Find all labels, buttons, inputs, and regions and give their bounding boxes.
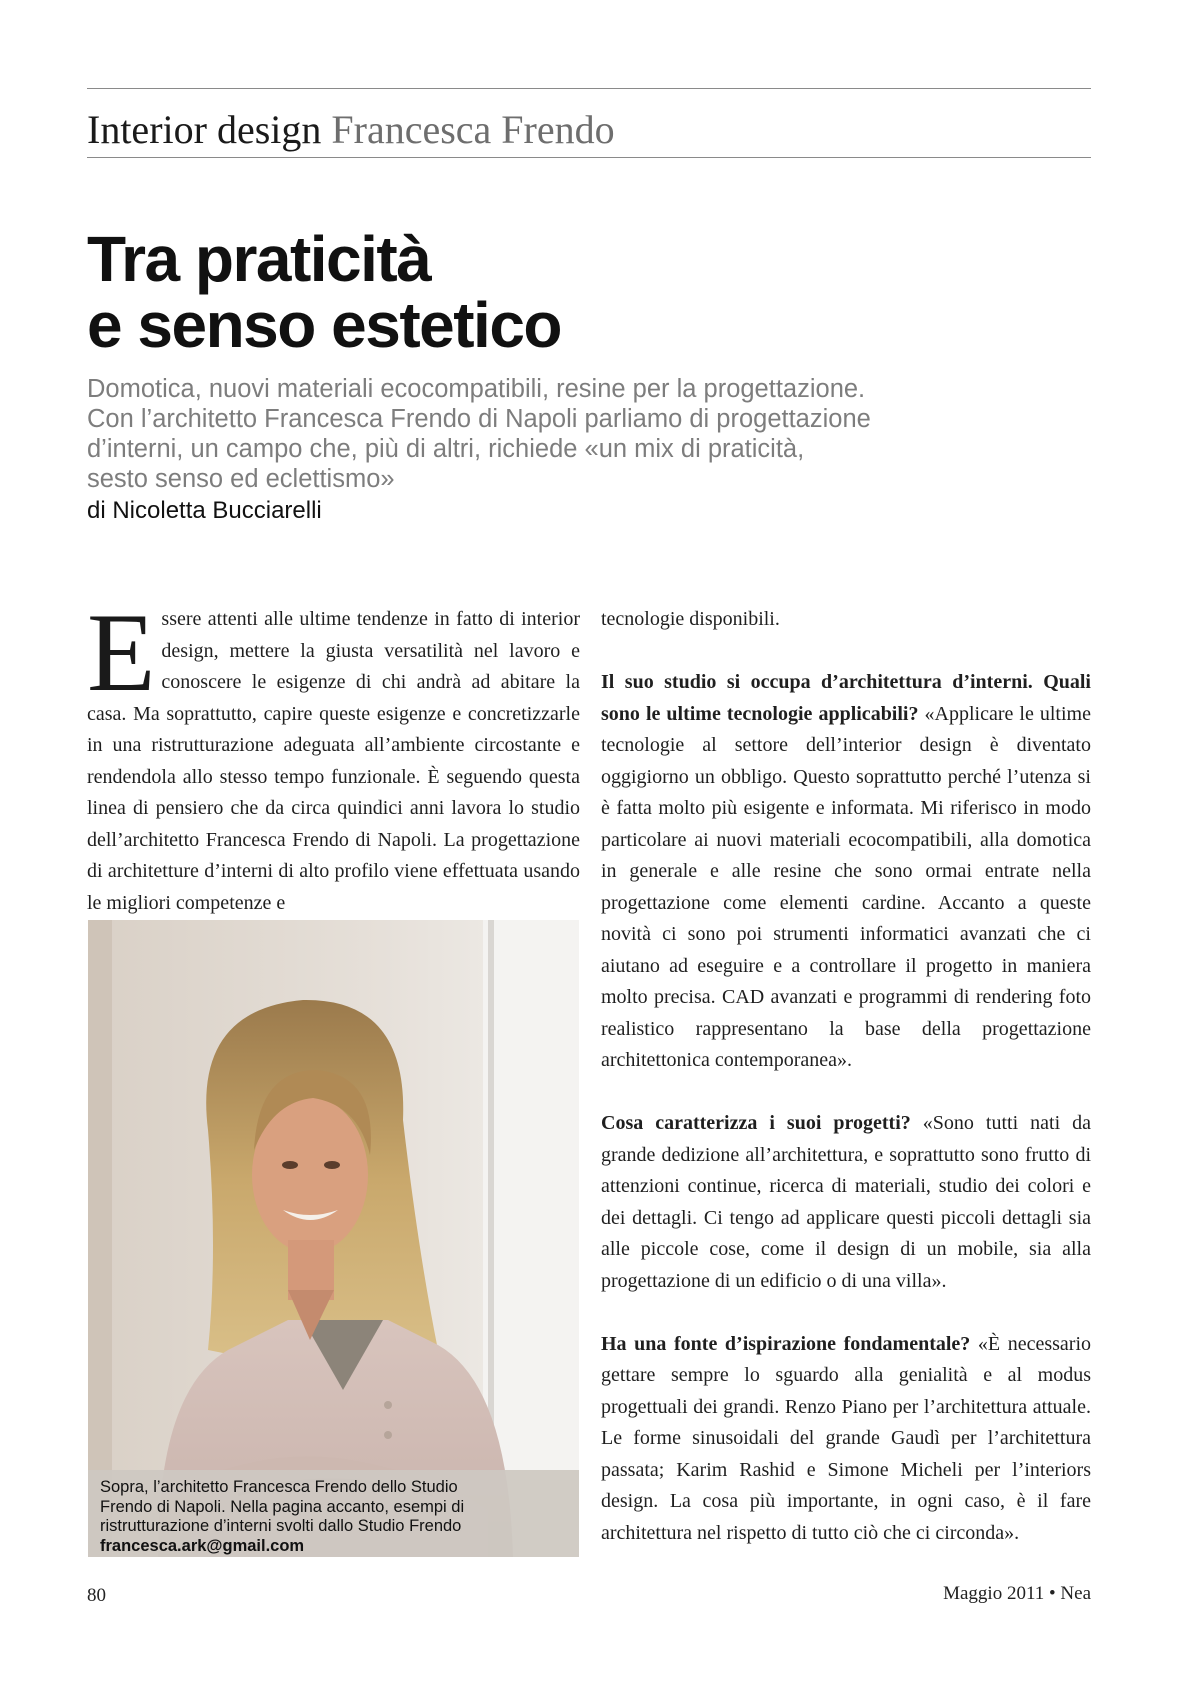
paragraph-gap [601,1077,1091,1109]
portrait-photo [88,920,579,1557]
section-label: Interior design [87,107,322,152]
caption-email[interactable]: francesca.ark@gmail.com [100,1536,305,1555]
top-rule [87,88,1091,89]
photo-caption [88,1470,579,1557]
answer-3: «È necessario gettare sempre lo sguardo alla genialità e al modus progettuali dei grandi. Renzo Piano per l’architettura attuale. Le forme sinusoidali del grande Gaudì per l’architettura passata; Karim Rashid e Simone Micheli per l’interiors design. La cosa più importante, in ogni caso, è il fare architettura nel rispetto di tutto ciò che ci circonda». [601,1332,1091,1544]
section-rule [87,157,1091,158]
byline: di Nicoletta Bucciarelli [87,497,322,524]
subtitle-line-3: d’interni, un campo che, più di altri, richiede «un mix di praticità, [87,435,805,463]
title-line-1: Tra praticità [87,223,431,295]
subtitle-line-2: Con l’architetto Francesca Frendo di Napoli parliamo di progettazione [87,405,871,433]
paragraph-gap [601,636,1091,668]
caption-line-3: ristrutturazione d’interni svolti dallo Studio Frendo [100,1517,462,1535]
qa-paragraph-2 [601,1108,1091,1297]
left-column [87,591,580,919]
section-author: Francesca Frendo [331,107,615,152]
question-2: Cosa caratterizza i suoi progetti? [601,1112,911,1134]
subtitle-line-4: sesto senso ed eclettismo» [87,465,395,493]
intro-paragraph [87,591,580,919]
question-3: Ha una fonte d’ispirazione fondamentale? [601,1332,971,1355]
section-header [87,104,615,156]
article-subtitle [87,374,967,494]
caption-line-1: Sopra, l’architetto Francesca Frendo dello Studio [100,1478,458,1496]
answer-1: «Applicare le ultime tecnologie al settore dell’interior design è diventato oggigiorno un obbligo. Questo soprattutto perché l’utenza si è fatta molto più esigente e informata. Mi riferisco in modo particolare ai nuovi materiali ecocompatibili, alla domotica in generale e alle resine che sono ormai entrate nella progettazione come elementi cardine. Accanto a queste novità ci sono poi strumenti informatici avanzati che ci aiutano ad eseguire e a controllare il progetto in maniera molto precisa. CAD avanzati e programmi di rendering foto realistico rappresentano la base della progettazione architettonica contemporanea». [601,702,1091,1071]
article-title [87,223,561,361]
caption-line-2: Frendo di Napoli. Nella pagina accanto, esempi di [100,1497,465,1516]
right-column [601,604,1091,1549]
qa-paragraph-1 [601,667,1091,1077]
portrait-illustration [88,920,579,1557]
issue-label: Maggio 2011 • Nea [943,1583,1091,1604]
drop-cap: E [87,591,156,715]
answer-2: «Sono tutti nati da grande dedizione all’architettura, e soprattutto sono frutto di attenzioni continue, ricerca di materiali, studio dei colori e dei dettagli. Ci tengo ad applicare questi piccoli dettagli sia alle piccole cose, come il design di un mobile, sia alla progettazione di un edificio o di una villa». [601,1112,1091,1292]
page-number: 80 [87,1585,106,1606]
title-line-2: e senso estetico [87,289,561,361]
paragraph-gap [601,1297,1091,1329]
intro-text: ssere attenti alle ultime tendenze in fatto di interior design, mettere la giusta versatilità nel lavoro e conoscere le esigenze di chi andrà ad abitare la casa. Ma soprattutto, capire queste esigenze e concretizzarle in una ristrutturazione adeguata all’ambiente circostante e rendendola allo stesso tempo funzionale. È seguendo questa linea di pensiero che da circa quindici anni lavora lo studio dell’architetto Francesca Frendo di Napoli. La progettazione di architetture d’interni di alto profilo viene effettuata usando le migliori competenze e [87,608,580,914]
intro-continuation: tecnologie disponibili. [601,608,780,630]
question-1: Il suo studio si occupa d’architettura d’interni. Quali sono le ultime tecnologie applicabili? [601,671,1091,725]
subtitle-line-1: Domotica, nuovi materiali ecocompatibili, resine per la progettazione. [87,375,866,403]
qa-paragraph-3 [601,1329,1091,1550]
